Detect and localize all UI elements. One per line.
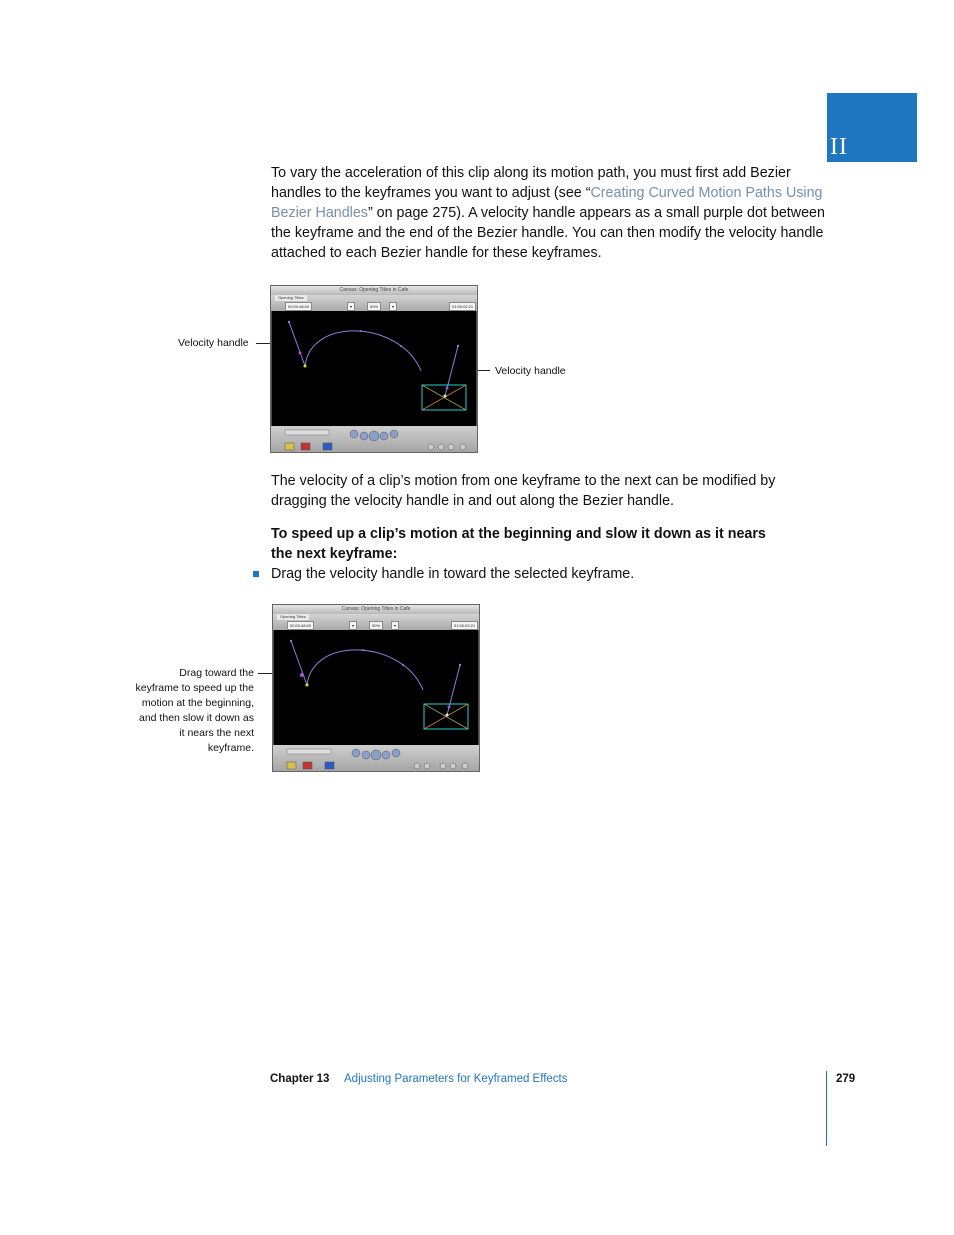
- motion-path-overlay: [271, 286, 477, 452]
- page-number: 279: [836, 1073, 856, 1085]
- footer-divider: [826, 1071, 827, 1146]
- callout-line: Drag toward the: [179, 667, 254, 679]
- view-popup: ▾: [389, 302, 397, 311]
- callout-line: it nears the next: [179, 727, 254, 739]
- zoom-popup: ▾: [349, 621, 357, 630]
- callout-line: keyframe.: [207, 742, 254, 754]
- task-heading: To speed up a clip’s motion at the beginning and slow it down as it nears the next keyframe:: [271, 526, 766, 562]
- timecode-duration: 00:00:48:00: [285, 302, 312, 311]
- window-title: Canvas: Opening Titles in Cafe: [339, 287, 409, 293]
- timecode-duration: 00:00:48:00: [287, 621, 314, 630]
- callout-line: and then slow it down as: [139, 712, 254, 724]
- callout-drag-toward: [110, 666, 254, 756]
- part-tab: [827, 93, 917, 162]
- intro-text-start: To vary the acceleration of this clip along its motion path, you must first add Bezier handles to the keyframes you want to adjust (see “: [271, 165, 791, 201]
- footer-chapter-title: Adjusting Parameters for Keyframed Effects: [344, 1073, 568, 1085]
- view-popup: ▾: [391, 621, 399, 630]
- callout-line: motion at the beginning,: [141, 697, 254, 709]
- timecode-current: 01:00:02:21: [451, 621, 478, 630]
- zoom-value: 50%: [369, 621, 383, 630]
- cross-reference-link[interactable]: Creating Curved Motion Paths Using Bezier Handles: [271, 185, 823, 221]
- canvas-screenshot-1: [270, 285, 478, 453]
- sequence-tab: Opening Titles: [275, 295, 307, 301]
- intro-text-end: ” on page 275). A velocity handle appears as a small purple dot between the keyframe and the end of the Bezier handle. You can then modify the velocity handle attached to each Bezier handle for these keyframes.: [271, 205, 825, 261]
- part-tab-label: II: [830, 134, 848, 160]
- callout-velocity-handle-left: Velocity handle: [178, 337, 249, 349]
- zoom-value: 50%: [367, 302, 381, 311]
- bullet-square-icon: [253, 571, 259, 577]
- bullet-text: Drag the velocity handle in toward the selected keyframe.: [271, 566, 635, 582]
- callout-velocity-handle-right: Velocity handle: [495, 365, 566, 377]
- intro-paragraph: [271, 163, 827, 263]
- canvas-screenshot-2: [272, 604, 480, 772]
- window-title: Canvas: Opening Titles in Cafe: [341, 606, 411, 612]
- motion-path-overlay: [273, 605, 479, 771]
- callout-line: keyframe to speed up the: [135, 682, 254, 694]
- zoom-popup: ▾: [347, 302, 355, 311]
- footer-chapter-label: Chapter 13: [270, 1073, 330, 1085]
- timecode-current: 01:00:02:21: [449, 302, 476, 311]
- velocity-paragraph: The velocity of a clip’s motion from one keyframe to the next can be modified by dragging the velocity handle in and out along the Bezier handle.: [271, 473, 776, 509]
- sequence-tab: Opening Titles: [277, 614, 309, 620]
